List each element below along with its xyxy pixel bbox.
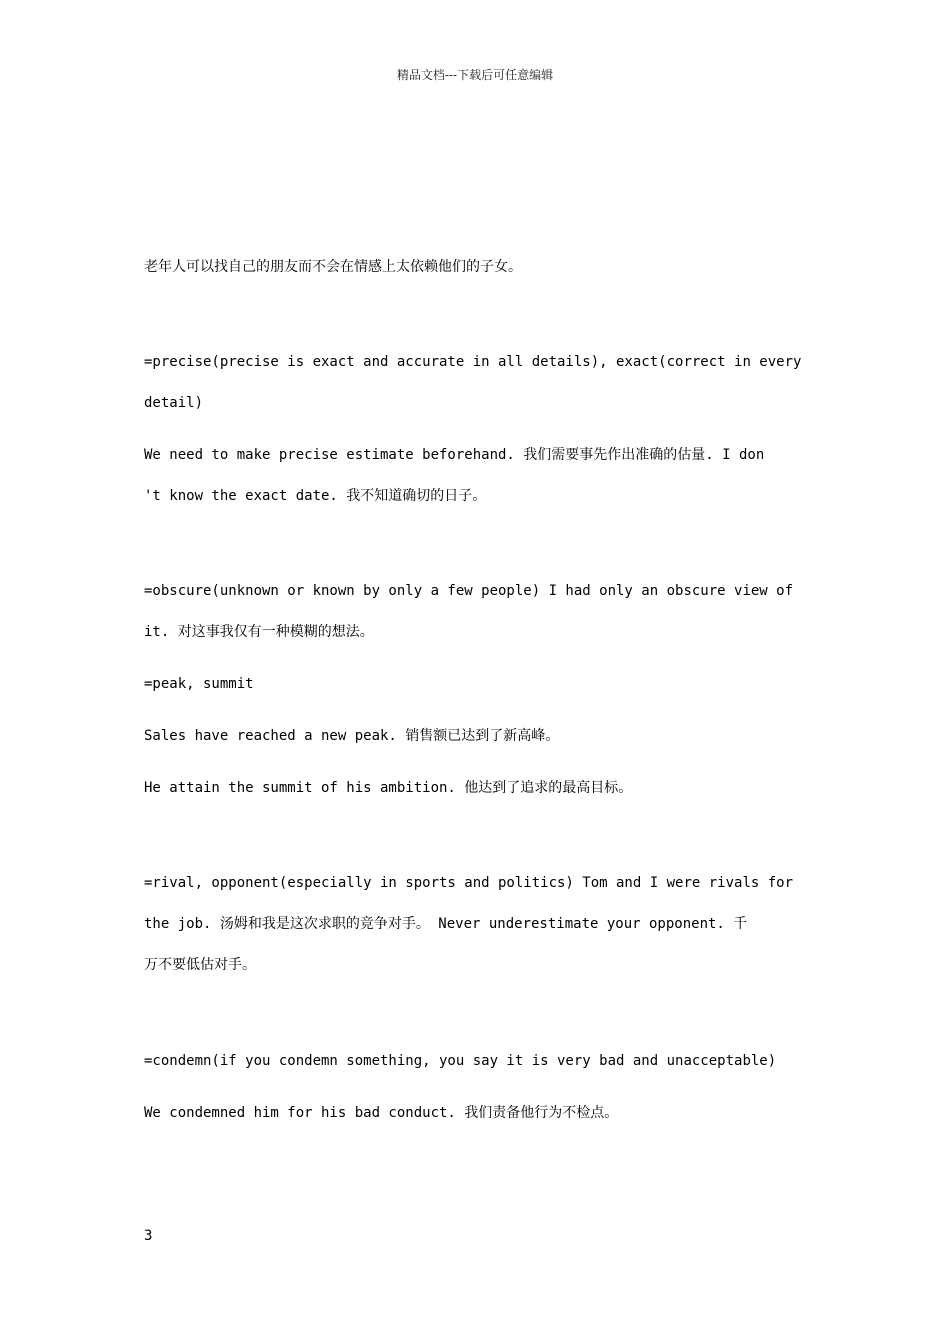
text-line-4: We need to make precise estimate beforehand. 我们需要事先作出准确的估量. I don: [144, 447, 765, 463]
text-line-1: 老年人可以找自己的朋友而不会在情感上太依赖他们的子女。: [144, 259, 522, 275]
page-number: 3: [144, 1228, 153, 1244]
text-line-9: Sales have reached a new peak. 销售额已达到了新高峰。: [144, 728, 560, 744]
text-line-5: 't know the exact date. 我不知道确切的日子。: [144, 488, 487, 504]
page-header: 精品文档---下载后可任意编辑: [396, 68, 554, 82]
text-line-3: detail): [144, 395, 204, 411]
text-line-6: =obscure(unknown or known by only a few people) I had only an obscure view of: [144, 583, 794, 599]
text-line-11: =rival, opponent(especially in sports and politics) Tom and I were rivals for: [144, 875, 794, 891]
text-line-8: =peak, summit: [144, 676, 254, 692]
text-line-14: =condemn(if you condemn something, you say it is very bad and unacceptable): [144, 1053, 777, 1069]
text-line-10: He attain the summit of his ambition. 他达到了追求的最高目标。: [144, 780, 633, 796]
text-line-2: =precise(precise is exact and accurate in all details), exact(correct in every: [144, 354, 802, 370]
text-line-13: 万不要低估对手。: [144, 957, 256, 973]
text-line-7: it. 对这事我仅有一种模糊的想法。: [144, 624, 374, 640]
text-line-12: the job. 汤姆和我是这次求职的竞争对手。 Never underestimate your opponent. 千: [144, 916, 748, 932]
text-line-15: We condemned him for his bad conduct. 我们责备他行为不检点。: [144, 1105, 619, 1121]
